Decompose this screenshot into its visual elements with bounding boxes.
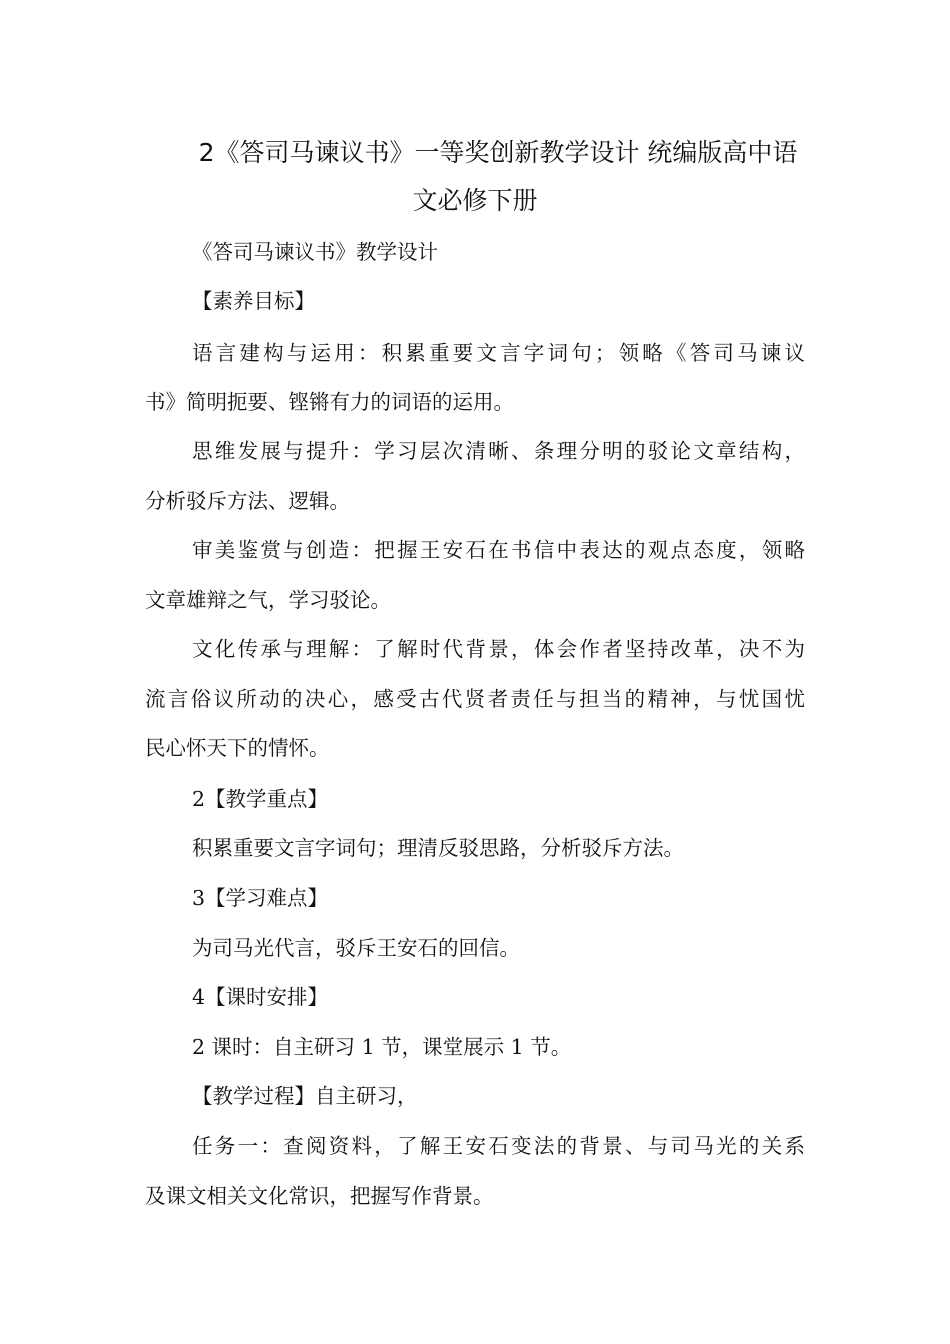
key-points-text: 积累重要文言字词句；理清反驳思路，分析驳斥方法。 xyxy=(192,836,684,860)
goal-aesthetic-line-1: 审美鉴赏与创造：把握王安石在书信中表达的观点态度，领略 xyxy=(192,538,805,562)
goal-thinking-line-1: 思维发展与提升：学习层次清晰、条理分明的驳论文章结构， xyxy=(192,439,805,463)
section-heading-schedule: 4【课时安排】 xyxy=(192,985,329,1009)
difficulties-text: 为司马光代言，驳斥王安石的回信。 xyxy=(192,936,520,960)
goal-culture-line-2: 流言俗议所动的决心，感受古代贤者责任与担当的精神，与忧国忧 xyxy=(145,687,805,711)
section-heading-difficulties: 3【学习难点】 xyxy=(192,886,329,910)
section-heading-key-points: 2【教学重点】 xyxy=(192,787,329,811)
document-subtitle: 《答司马谏议书》教学设计 xyxy=(192,240,438,264)
goal-language-line-1: 语言建构与运用：积累重要文言字词句；领略《答司马谏议 xyxy=(192,341,805,365)
goal-culture-line-3: 民心怀天下的情怀。 xyxy=(145,736,330,760)
schedule-text: 2 课时：自主研习 1 节，课堂展示 1 节。 xyxy=(192,1035,572,1059)
document-title-line-1: 2《答司马谏议书》一等奖创新教学设计 统编版高中语 xyxy=(198,138,798,167)
task-one-line-2: 及课文相关文化常识，把握写作背景。 xyxy=(145,1184,494,1208)
goal-thinking-line-2: 分析驳斥方法、逻辑。 xyxy=(145,489,350,513)
goal-language-line-2: 书》简明扼要、铿锵有力的词语的运用。 xyxy=(145,390,514,414)
section-heading-goals: 【素养目标】 xyxy=(192,289,315,313)
goal-culture-line-1: 文化传承与理解：了解时代背景，体会作者坚持改革，决不为 xyxy=(192,637,805,661)
document-title-line-2: 文必修下册 xyxy=(412,186,538,215)
goal-aesthetic-line-2: 文章雄辩之气，学习驳论。 xyxy=(145,588,391,612)
section-heading-process: 【教学过程】自主研习， xyxy=(192,1084,418,1108)
task-one-line-1: 任务一：查阅资料，了解王安石变法的背景、与司马光的关系 xyxy=(192,1134,805,1158)
